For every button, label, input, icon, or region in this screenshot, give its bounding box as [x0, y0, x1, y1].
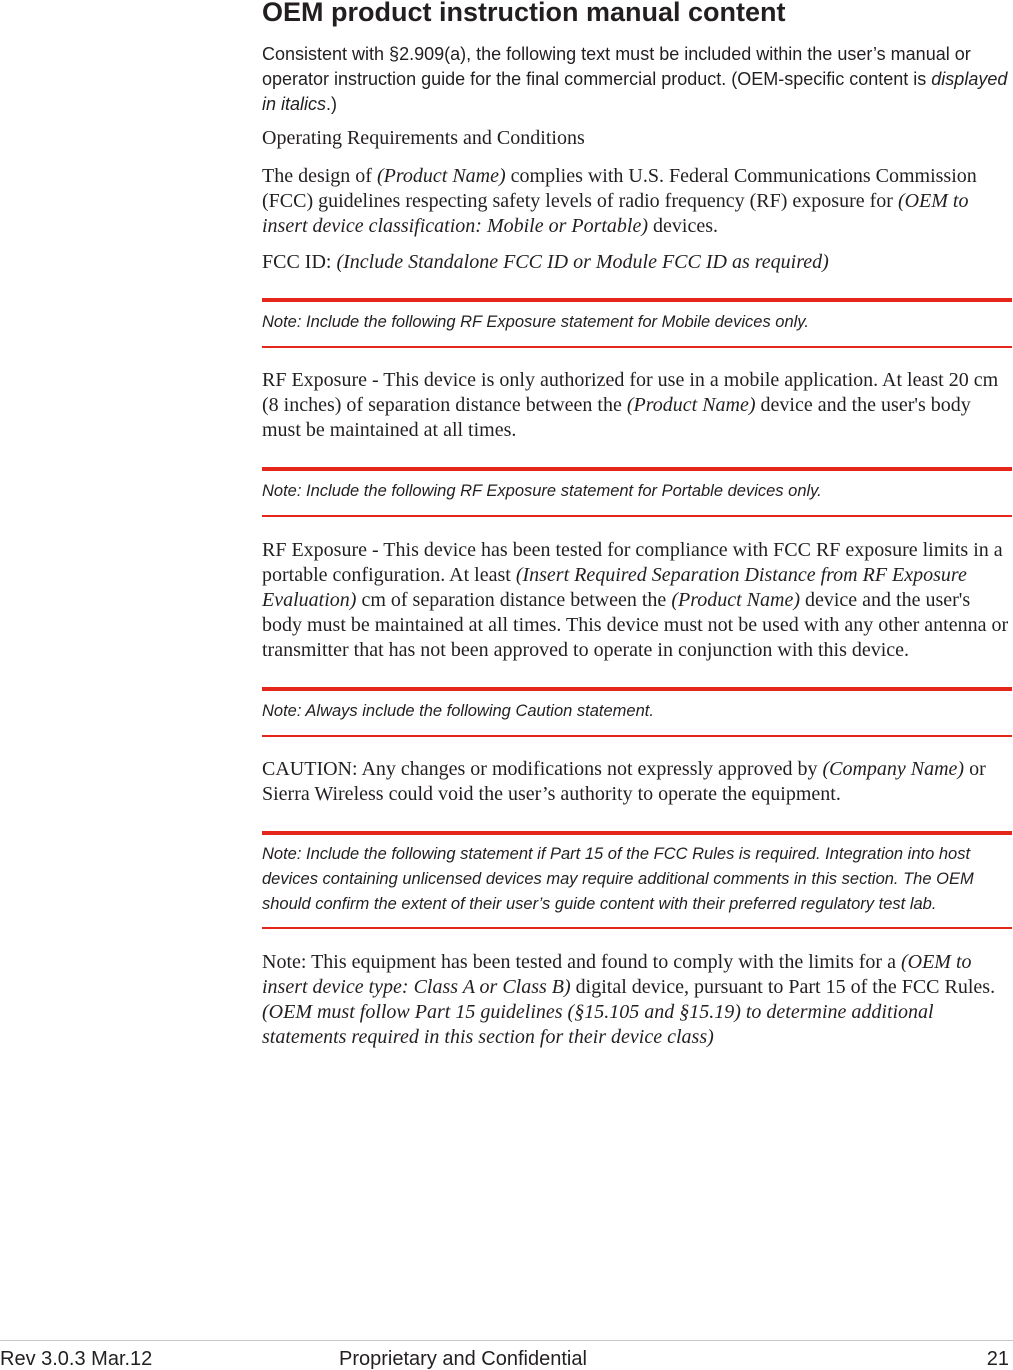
intro-italic-text: displayed in italics [262, 69, 1008, 114]
footer-page-number: 21 [986, 1348, 1009, 1370]
page-content [262, 0, 1012, 1050]
fcc-id-line: FCC ID: (Include Standalone FCC ID or Module FCC ID as required) [262, 251, 829, 273]
caution-paragraph: CAUTION: Any changes or modifications not expressly approved by (Company Name) or Sierra Wireless could void the user’s authority to operate the equipment. [262, 758, 986, 805]
note-part15: Note: Include the following statement if Part 15 of the FCC Rules is required. Integration into host devices containing unlicensed devices may require additional comments in this section. The OEM should confirm the extent of their user’s guide content with their preferred regulatory test lab. [262, 831, 1012, 929]
rf-exposure-portable-paragraph: RF Exposure - This device has been tested for compliance with FCC RF exposure limits in a portable configuration. At least (Insert Required Separation Distance from RF Exposure Evaluation) cm of separation distance between the (Product Name) device and the user's body must be maintained at all times. This device must not be used with any other antenna or transmitter that has not been approved to operate in conjunction with this device. [262, 539, 1009, 661]
rf-exposure-mobile-paragraph: RF Exposure - This device is only authorized for use in a mobile application. At least 20 cm (8 inches) of separation distance between the (Product Name) device and the user's body must be maintained at all times. [262, 369, 999, 441]
section-title: Operating Requirements and Conditions [262, 127, 585, 149]
note-portable: Note: Include the following RF Exposure statement for Portable devices only. [262, 467, 1012, 517]
part15-paragraph: Note: This equipment has been tested and found to comply with the limits for a (OEM to insert device type: Class A or Class B) digital device, pursuant to Part 15 of the FCC Rules. (OEM must follow Part 15 guidelines (§15.105 and §15.19) to determine additional statements required in this section for their device class) [262, 951, 996, 1048]
note-mobile: Note: Include the following RF Exposure statement for Mobile devices only. [262, 298, 1012, 348]
footer-revision: Rev 3.0.3 Mar.12 [0, 1348, 153, 1370]
design-paragraph: The design of (Product Name) complies with U.S. Federal Communications Commission (FCC) guidelines respecting safety levels of radio frequency (RF) exposure for (OEM to insert device classification: Mobile or Portable) devices. [262, 165, 977, 237]
page-title: OEM product instruction manual content [262, 0, 786, 27]
page-footer [0, 1340, 1013, 1370]
footer-confidential: Proprietary and Confidential [339, 1348, 587, 1370]
note-caution: Note: Always include the following Caution statement. [262, 687, 1012, 737]
intro-paragraph: Consistent with §2.909(a), the following text must be included within the user’s manual or operator instruction guide for the final commercial product. (OEM-specific content is displayed in italics.) [262, 44, 1008, 114]
